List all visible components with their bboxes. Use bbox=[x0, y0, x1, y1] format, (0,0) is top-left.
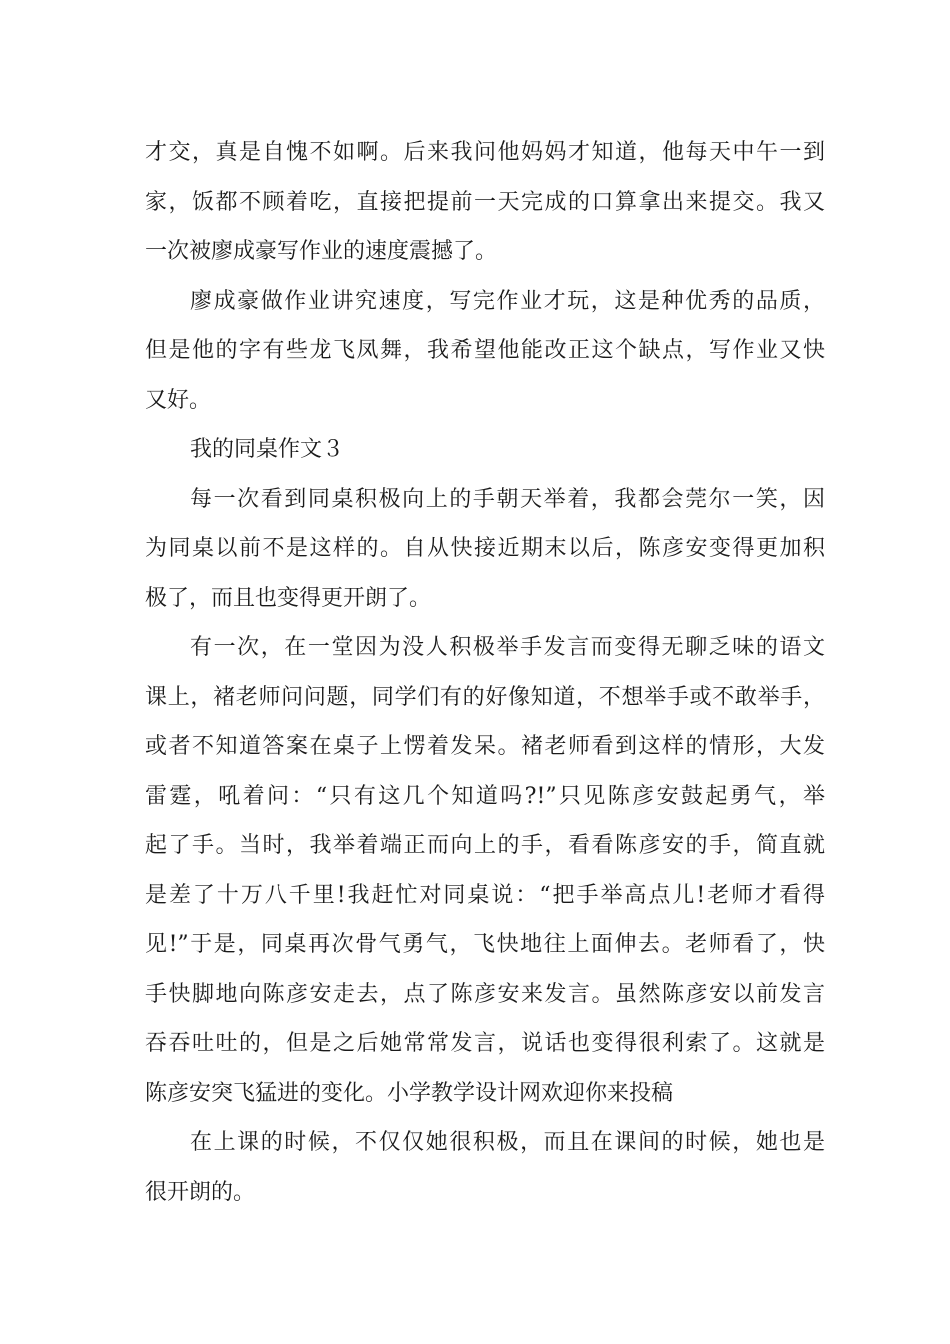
section-heading bbox=[145, 425, 825, 475]
text-line: 雷霆，吼着问：“只有这几个知道吗?!”只见陈彦安鼓起勇气，举 bbox=[145, 783, 825, 809]
text-line: 是差了十万八千里!我赶忙对同桌说：“把手举高点儿!老师才看得 bbox=[145, 882, 825, 908]
text-line: 一次被廖成豪写作业的速度震撼了。 bbox=[145, 239, 498, 264]
text-line: 很开朗的。 bbox=[145, 1179, 256, 1205]
text-line: 才交，真是自愧不如啊。后来我问他妈妈才知道，他每天中午一到 bbox=[145, 140, 825, 165]
text-line: 起了手。当时，我举着端正而向上的手，看看陈彦安的手，简直就 bbox=[145, 833, 825, 858]
heading-text: 我的同桌作文３ bbox=[190, 437, 345, 462]
text-line: 有一次，在一堂因为没人积极举手发言而变得无聊乏味的语文 bbox=[190, 635, 825, 660]
text-line: 又好。 bbox=[145, 387, 212, 413]
paragraph bbox=[145, 1118, 825, 1217]
paragraph bbox=[145, 623, 825, 1118]
text-line: 在上课的时候，不仅仅她很积极，而且在课间的时候，她也是 bbox=[190, 1130, 825, 1155]
text-line: 课上，褚老师问问题，同学们有的好像知道，不想举手或不敢举手， bbox=[145, 684, 825, 710]
document-body bbox=[145, 128, 825, 1217]
text-line: 陈彦安突飞猛进的变化。小学教学设计网欢迎你来投稿 bbox=[145, 1080, 674, 1106]
text-line: 手快脚地向陈彦安走去，点了陈彦安来发言。虽然陈彦安以前发言 bbox=[145, 981, 825, 1007]
text-line: 或者不知道答案在桌子上愣着发呆。褚老师看到这样的情形，大发 bbox=[145, 734, 825, 759]
paragraph bbox=[145, 475, 825, 624]
paragraph bbox=[145, 277, 825, 426]
text-line: 廖成豪做作业讲究速度，写完作业才玩，这是种优秀的品质， bbox=[190, 288, 825, 314]
text-line: 为同桌以前不是这样的。自从快接近期末以后，陈彦安变得更加积 bbox=[145, 536, 825, 561]
text-line: 见!”于是，同桌再次骨气勇气，飞快地往上面伸去。老师看了，快 bbox=[145, 932, 825, 957]
text-line: 每一次看到同桌积极向上的手朝天举着，我都会莞尔一笑，因 bbox=[190, 486, 825, 512]
paragraph-continuation bbox=[145, 128, 825, 277]
text-line: 极了，而且也变得更开朗了。 bbox=[145, 585, 432, 611]
text-line: 但是他的字有些龙飞凤舞，我希望他能改正这个缺点，写作业又快 bbox=[145, 338, 825, 363]
text-line: 家，饭都不顾着吃，直接把提前一天完成的口算拿出来提交。我又 bbox=[145, 189, 825, 215]
text-line: 吞吞吐吐的，但是之后她常常发言，说话也变得很利索了。这就是 bbox=[145, 1031, 825, 1056]
